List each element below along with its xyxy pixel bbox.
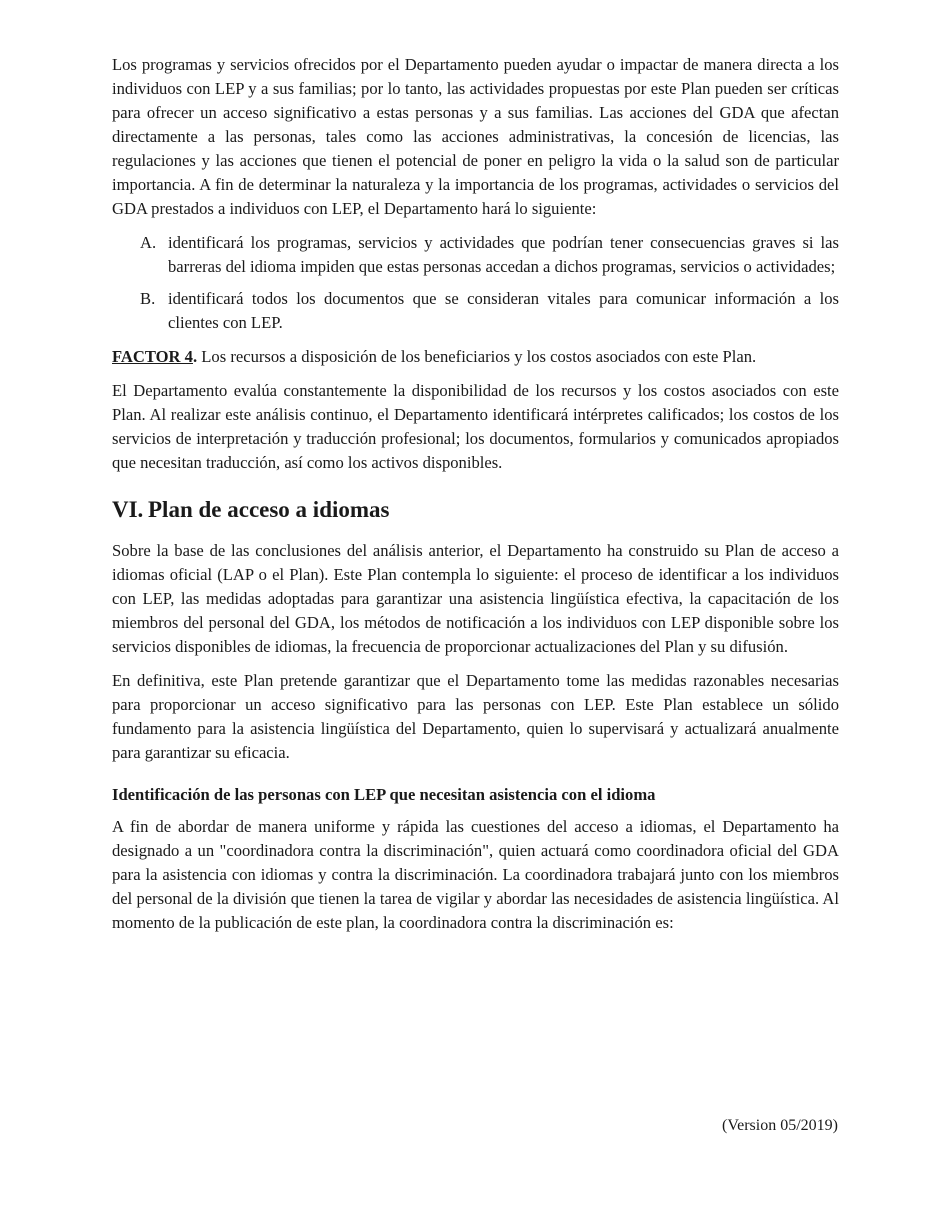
actions-list: [112, 231, 839, 335]
list-item: [112, 231, 839, 279]
list-item: [112, 287, 839, 335]
subheading-paragraph: A fin de abordar de manera uniforme y rápida las cuestiones del acceso a idiomas, el Departamento ha designado a un "coordinadora contra la discriminación", quien actuará como coordinadora oficial del GDA para la asistencia con idiomas y contra la discriminación. La coordinadora trabajará junto con los miembros del personal de la división que tienen la tarea de vigilar y abordar las necesidades de asistencia lingüística. Al momento de la publicación de este plan, la coordinadora contra la discriminación es:: [112, 817, 839, 932]
list-item-text: identificará los programas, servicios y actividades que podrían tener consecuencias graves si las barreras del idioma impiden que estas personas accedan a dichos programas, servicios o actividades;: [168, 233, 839, 276]
factor4-label: FACTOR 4: [112, 347, 193, 366]
page-content: [112, 53, 839, 945]
section-title: Plan de acceso a idiomas: [148, 497, 390, 522]
section-paragraph-2: En definitiva, este Plan pretende garantizar que el Departamento tome las medidas razonables necesarias para proporcionar un acceso significativo para las personas con LEP. Este Plan establece un sólido fundamento para la asistencia lingüística del Departamento, quien lo supervisará y actualizará anualmente para garantizar su eficacia.: [112, 671, 839, 762]
version-footer: (Version 05/2019): [722, 1117, 838, 1134]
list-marker: A.: [140, 233, 157, 252]
section-number: VI.: [112, 497, 144, 522]
list-marker: B.: [140, 289, 156, 308]
factor4-label-suffix: .: [192, 347, 198, 366]
intro-paragraph: Los programas y servicios ofrecidos por el Departamento pueden ayudar o impactar de manera directa a los individuos con LEP y a sus familias; por lo tanto, las actividades propuestas por este Plan pueden ser críticas para ofrecer un acceso significativo a estas personas y a sus familias. Las acciones del GDA que afectan directamente a las personas, tales como las acciones administrativas, la concesión de licencias, las regulaciones y las acciones que tienen el potencial de poner en peligro la vida o la salud son de particular importancia. A fin de determinar la naturaleza y la importancia de los programas, actividades o servicios del GDA prestados a individuos con LEP, el Departamento hará lo siguiente:: [112, 55, 839, 218]
factor4-text: Los recursos a disposición de los beneficiarios y los costos asociados con este Plan.: [197, 347, 757, 366]
section-heading: [112, 495, 839, 525]
subheading: Identificación de las personas con LEP que necesitan asistencia con el idioma: [112, 785, 656, 804]
factor4-line: [112, 345, 839, 369]
factor4-paragraph: El Departamento evalúa constantemente la disponibilidad de los recursos y los costos asociados con este Plan. Al realizar este análisis continuo, el Departamento identificará intérpretes calificados; los costos de los servicios de interpretación y traducción profesional; los documentos, formularios y comunicados apropiados que necesitan traducción, así como los activos disponibles.: [112, 381, 839, 472]
section-paragraph-1: Sobre la base de las conclusiones del análisis anterior, el Departamento ha construido su Plan de acceso a idiomas oficial (LAP o el Plan). Este Plan contempla lo siguiente: el proceso de identificar a los individuos con LEP, las medidas adoptadas para garantizar una asistencia lingüística efectiva, la capacitación de los miembros del personal del GDA, los métodos de notificación a los individuos con LEP disponible sobre los servicios disponibles de idiomas, la frecuencia de proporcionar actualizaciones del Plan y su difusión.: [112, 541, 839, 656]
list-item-text: identificará todos los documentos que se consideran vitales para comunicar información a los clientes con LEP.: [168, 289, 839, 332]
